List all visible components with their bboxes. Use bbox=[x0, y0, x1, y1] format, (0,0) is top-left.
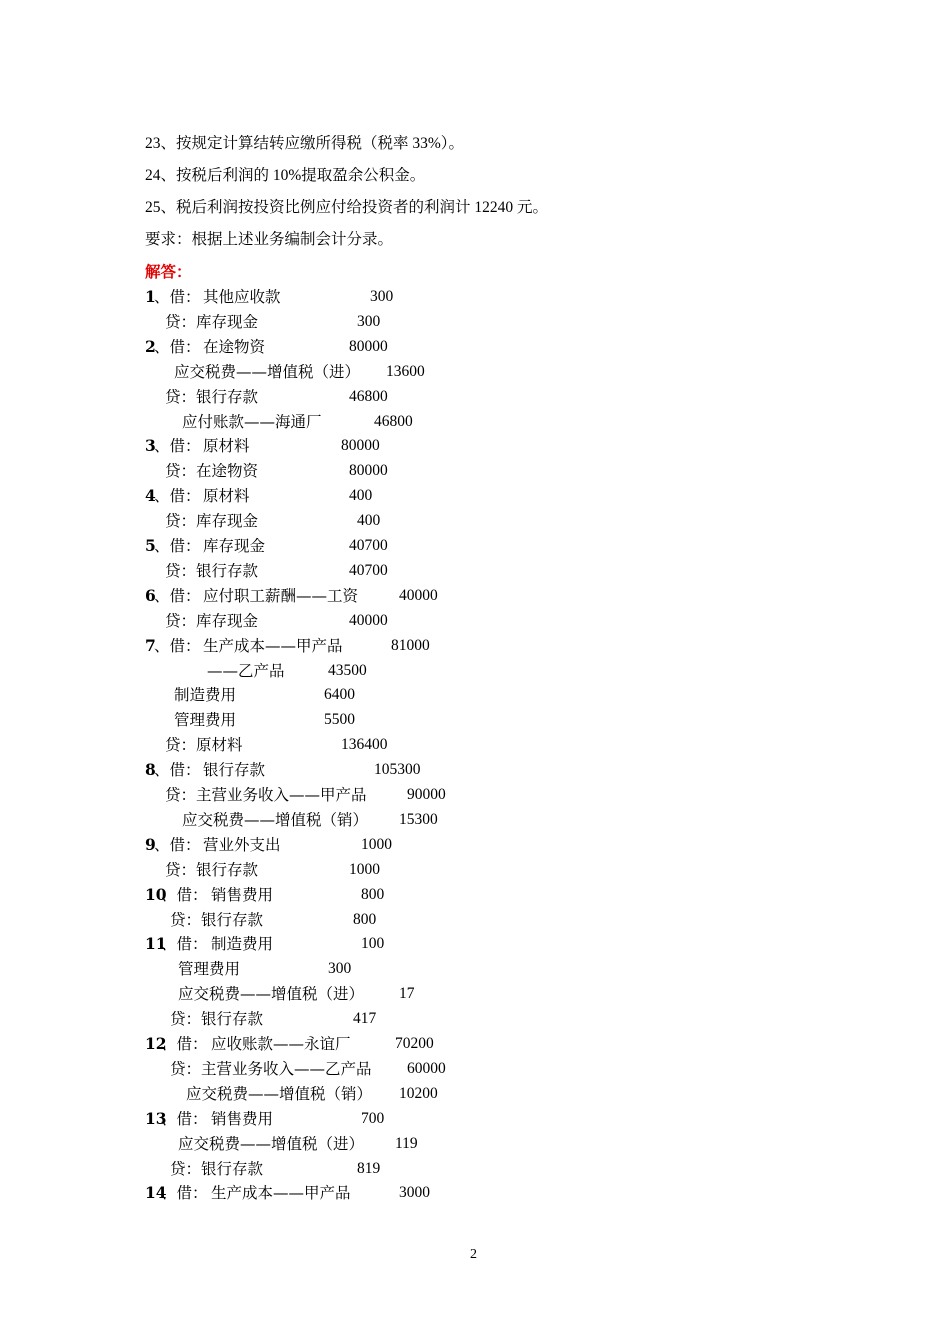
amount: 105300 bbox=[374, 761, 421, 779]
entry-prefix: 、借： bbox=[161, 1109, 208, 1128]
entry-prefix: 、借： bbox=[154, 835, 201, 854]
account-name: 贷：银行存款 bbox=[170, 910, 264, 929]
account-name: 在途物资 bbox=[203, 337, 266, 356]
amount: 5500 bbox=[324, 711, 355, 729]
amount: 400 bbox=[349, 487, 373, 505]
account-name: 贷：原材料 bbox=[165, 736, 243, 755]
intro-line: 23、按规定计算结转应缴所得税（税率 33%）。 bbox=[145, 135, 465, 152]
entry-prefix: 、借： bbox=[154, 537, 201, 555]
account-name: 营业外支出 bbox=[203, 835, 281, 854]
entry-number: 11 bbox=[145, 934, 167, 954]
intro-line: 要求：根据上述业务编制会计分录。 bbox=[145, 231, 394, 248]
entry-number: 14 bbox=[145, 1183, 167, 1203]
account-name: 销售费用 bbox=[211, 885, 274, 904]
entry-number: 8 bbox=[145, 760, 156, 780]
account-name: 库存现金 bbox=[203, 537, 266, 555]
entry-prefix: 、借： bbox=[161, 1184, 208, 1203]
amount: 80000 bbox=[349, 462, 388, 480]
account-name: 原材料 bbox=[203, 487, 250, 506]
entry-number: 6 bbox=[145, 585, 156, 605]
account-name: 应付账款——海通厂 bbox=[182, 412, 322, 431]
entry-number: 5 bbox=[145, 536, 156, 555]
amount: 80000 bbox=[341, 437, 380, 455]
amount: 3000 bbox=[399, 1184, 430, 1202]
entry-number: 3 bbox=[145, 436, 156, 456]
account-name: 应收账款——永谊厂 bbox=[211, 1035, 351, 1053]
account-name: 贷：库存现金 bbox=[165, 611, 259, 630]
entry-number: 4 bbox=[145, 486, 156, 506]
amount: 46800 bbox=[349, 387, 388, 405]
amount: 70200 bbox=[395, 1035, 434, 1052]
amount: 40700 bbox=[349, 561, 388, 579]
account-name: 应交税费——增值税（销） bbox=[182, 810, 369, 829]
entry-prefix: 、借： bbox=[154, 288, 201, 306]
amount: 10200 bbox=[399, 1084, 438, 1102]
amount: 300 bbox=[328, 960, 352, 978]
entry-prefix: 、借： bbox=[154, 761, 201, 780]
amount: 136400 bbox=[341, 736, 388, 754]
amount: 300 bbox=[370, 288, 394, 305]
entry-prefix: 、借： bbox=[154, 586, 201, 605]
entry-prefix: 、借： bbox=[154, 337, 201, 356]
amount: 60000 bbox=[407, 1059, 446, 1077]
amount: 300 bbox=[357, 312, 381, 330]
entry-number: 7 bbox=[145, 635, 156, 655]
account-name: 生产成本——甲产品 bbox=[203, 636, 343, 655]
amount: 1000 bbox=[361, 835, 392, 853]
entry-number: 2 bbox=[145, 336, 156, 356]
entry-prefix: 、借： bbox=[161, 885, 208, 904]
entry-prefix: 、借： bbox=[161, 935, 208, 954]
account-name: 贷：库存现金 bbox=[165, 312, 259, 331]
page-number: 2 bbox=[470, 1247, 477, 1262]
account-name: 银行存款 bbox=[203, 761, 266, 780]
account-name: 应交税费——增值税（进） bbox=[174, 362, 361, 381]
entry-number: 13 bbox=[145, 1108, 167, 1128]
account-name: 贷：主营业务收入——乙产品 bbox=[170, 1059, 372, 1078]
account-name: 贷：银行存款 bbox=[170, 1010, 264, 1029]
account-name: 应付职工薪酬——工资 bbox=[203, 586, 359, 605]
amount: 819 bbox=[357, 1159, 381, 1177]
amount: 40700 bbox=[349, 537, 388, 554]
account-name: 贷：库存现金 bbox=[165, 512, 259, 531]
amount: 800 bbox=[353, 910, 377, 928]
amount: 43500 bbox=[328, 661, 367, 679]
entry-prefix: 、借： bbox=[161, 1035, 208, 1053]
amount: 90000 bbox=[407, 786, 446, 803]
entry-prefix: 、借： bbox=[154, 437, 201, 456]
amount: 40000 bbox=[349, 611, 388, 629]
account-name: 贷：银行存款 bbox=[170, 1159, 264, 1178]
account-name: 制造费用 bbox=[174, 686, 237, 705]
account-name: 应交税费——增值税（进） bbox=[178, 1134, 365, 1153]
account-name: 应交税费——增值税（销） bbox=[186, 1084, 373, 1103]
amount: 80000 bbox=[349, 337, 388, 355]
account-name: ——乙产品 bbox=[207, 661, 285, 680]
account-name: 管理费用 bbox=[174, 711, 237, 730]
account-name: 生产成本——甲产品 bbox=[211, 1184, 351, 1203]
intro-line: 24、按税后利润的 10%提取盈余公积金。 bbox=[145, 167, 426, 184]
amount: 13600 bbox=[386, 362, 425, 380]
entry-number: 9 bbox=[145, 834, 156, 854]
amount: 100 bbox=[361, 935, 385, 953]
amount: 46800 bbox=[374, 412, 413, 430]
amount: 1000 bbox=[349, 860, 380, 878]
account-name: 贷：银行存款 bbox=[165, 561, 259, 580]
amount: 417 bbox=[353, 1010, 377, 1028]
account-name: 销售费用 bbox=[211, 1109, 274, 1128]
account-name: 贷：银行存款 bbox=[165, 387, 259, 406]
intro-line: 25、税后利润按投资比例应付给投资者的利润计 12240 元。 bbox=[145, 199, 549, 216]
account-name: 制造费用 bbox=[211, 935, 274, 954]
amount: 119 bbox=[395, 1134, 418, 1152]
amount: 17 bbox=[399, 985, 415, 1003]
amount: 700 bbox=[361, 1109, 385, 1127]
amount: 40000 bbox=[399, 586, 438, 604]
account-name: 其他应收款 bbox=[203, 288, 281, 306]
amount: 81000 bbox=[391, 636, 430, 654]
entry-prefix: 、借： bbox=[154, 487, 201, 506]
answer-heading: 解答： bbox=[145, 262, 192, 281]
account-name: 管理费用 bbox=[178, 960, 241, 979]
amount: 15300 bbox=[399, 810, 438, 828]
amount: 400 bbox=[357, 512, 381, 530]
account-name: 贷：在途物资 bbox=[165, 462, 259, 481]
amount: 6400 bbox=[324, 686, 355, 704]
account-name: 贷：主营业务收入——甲产品 bbox=[165, 786, 367, 804]
account-name: 原材料 bbox=[203, 437, 250, 456]
entry-number: 1 bbox=[145, 287, 156, 306]
entry-number: 12 bbox=[145, 1034, 167, 1053]
account-name: 应交税费——增值税（进） bbox=[178, 985, 365, 1004]
account-name: 贷：银行存款 bbox=[165, 860, 259, 879]
amount: 800 bbox=[361, 885, 385, 903]
entry-number: 10 bbox=[145, 884, 167, 904]
entry-prefix: 、借： bbox=[154, 636, 201, 655]
